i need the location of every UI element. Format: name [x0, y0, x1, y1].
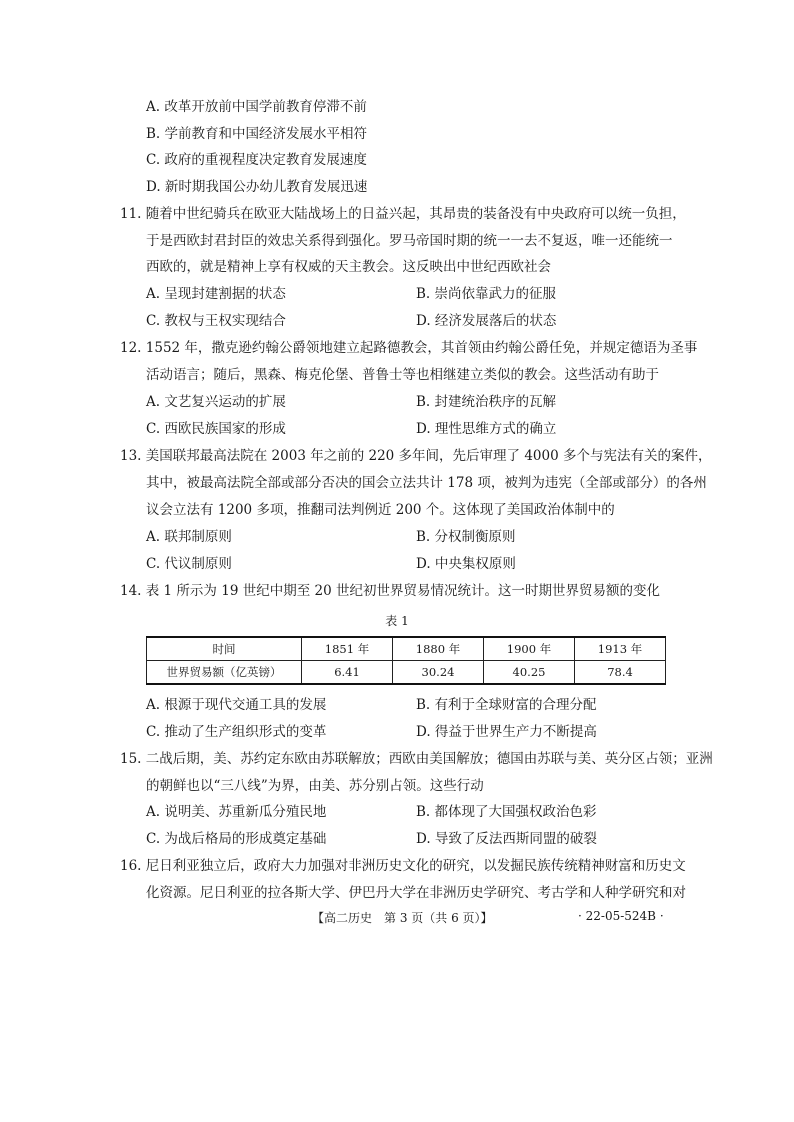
q15-stem-line-2: 的朝鲜也以“三八线”为界，由美、苏分别占领。这些行动 [146, 778, 484, 794]
page-footer-center: 【高二历史 第 3 页（共 6 页）】 [312, 911, 493, 925]
table-cell-1880: 30.24 [393, 661, 484, 685]
q10-option-c: C. 政府的重视程度决定教育发展速度 [146, 152, 367, 168]
q13-option-d: D. 中央集权原则 [416, 556, 516, 572]
table-header-time: 时间 [147, 637, 302, 661]
table-header-1851: 1851 年 [302, 637, 393, 661]
q11-option-d: D. 经济发展落后的状态 [416, 313, 557, 329]
q11-stem-line-1: 11. 随着中世纪骑兵在欧亚大陆战场上的日益兴起，其昂贵的装备没有中央政府可以统一负担， [120, 206, 686, 222]
q10-option-b: B. 学前教育和中国经济发展水平相符 [146, 126, 368, 142]
q14-option-b: B. 有利于全球财富的合理分配 [416, 697, 597, 713]
table-header-row [147, 637, 666, 661]
q15-option-b: B. 都体现了大国强权政治色彩 [416, 804, 597, 820]
table-row [147, 661, 666, 685]
q16-stem-line-1: 16. 尼日利亚独立后，政府大力加强对非洲历史文化的研究，以发掘民族传统精神财富和历史文 [120, 858, 686, 874]
table-row-label: 世界贸易额（亿英镑） [147, 661, 302, 685]
q10-option-a: A. 改革开放前中国学前教育停滞不前 [146, 99, 367, 115]
q13-option-a: A. 联邦制原则 [146, 529, 232, 545]
table-header-1900: 1900 年 [484, 637, 575, 661]
q13-stem-line-2: 其中，被最高法院全部或部分否决的国会立法共计 178 项，被判为违宪（全部或部分）的各州 [146, 475, 707, 491]
q10-option-d: D. 新时期我国公办幼儿教育发展迅速 [146, 179, 368, 195]
table-cell-1913: 78.4 [575, 661, 666, 685]
q15-option-a: A. 说明美、苏重新瓜分殖民地 [146, 804, 327, 820]
q14-option-c: C. 推动了生产组织形式的变革 [146, 724, 327, 740]
page-footer-code: · 22-05-524B · [578, 909, 664, 923]
q11-option-a: A. 呈现封建割据的状态 [146, 286, 286, 302]
table-header-1880: 1880 年 [393, 637, 484, 661]
q11-stem-line-2: 于是西欧封君封臣的效忠关系得到强化。罗马帝国时期的统一一去不复返，唯一还能统一 [146, 233, 673, 249]
q15-option-c: C. 为战后格局的形成奠定基础 [146, 831, 327, 847]
table-cell-1851: 6.41 [302, 661, 393, 685]
q12-stem-line-2: 活动语言；随后，黑森、梅克伦堡、普鲁士等也相继建立类似的教会。这些活动有助于 [146, 367, 659, 383]
q13-stem-line-1: 13. 美国联邦最高法院在 2003 年之前的 220 多年间，先后审理了 4000 多个与宪法有关的案件， [120, 448, 712, 464]
q12-option-b: B. 封建统治秩序的瓦解 [416, 394, 557, 410]
q12-option-c: C. 西欧民族国家的形成 [146, 421, 286, 437]
q15-stem-line-1: 15. 二战后期，美、苏约定东欧由苏联解放；西欧由美国解放；德国由苏联与美、英分区占领；亚洲 [120, 751, 713, 767]
q11-option-c: C. 教权与王权实现结合 [146, 313, 286, 329]
q14-option-a: A. 根源于现代交通工具的发展 [146, 697, 327, 713]
q16-stem-line-2: 化资源。尼日利亚的拉各斯大学、伊巴丹大学在非洲历史学研究、考古学和人种学研究和对 [146, 885, 686, 901]
q15-option-d: D. 导致了反法西斯同盟的破裂 [416, 831, 597, 847]
q14-option-d: D. 得益于世界生产力不断提高 [416, 724, 597, 740]
q11-stem-line-3: 西欧的，就是精神上享有权威的天主教会。这反映出中世纪西欧社会 [146, 259, 551, 275]
q13-option-b: B. 分权制衡原则 [416, 529, 516, 545]
q13-stem-line-3: 议会立法有 1200 多项，推翻司法判例近 200 个。这体现了美国政治体制中的 [146, 502, 615, 518]
table-1-caption: 表 1 [385, 614, 409, 628]
q14-stem-line-1: 14. 表 1 所示为 19 世纪中期至 20 世纪初世界贸易情况统计。这一时期世界贸易额的变化 [120, 583, 660, 599]
q11-option-b: B. 崇尚依靠武力的征服 [416, 286, 557, 302]
table-cell-1900: 40.25 [484, 661, 575, 685]
q12-stem-line-1: 12. 1552 年，撒克逊约翰公爵领地建立起路德教会，其首领由约翰公爵任免，并规定德语为圣事 [120, 340, 698, 356]
q13-option-c: C. 代议制原则 [146, 556, 232, 572]
table-header-1913: 1913 年 [575, 637, 666, 661]
world-trade-table [146, 636, 666, 685]
q12-option-a: A. 文艺复兴运动的扩展 [146, 394, 286, 410]
q12-option-d: D. 理性思维方式的确立 [416, 421, 557, 437]
